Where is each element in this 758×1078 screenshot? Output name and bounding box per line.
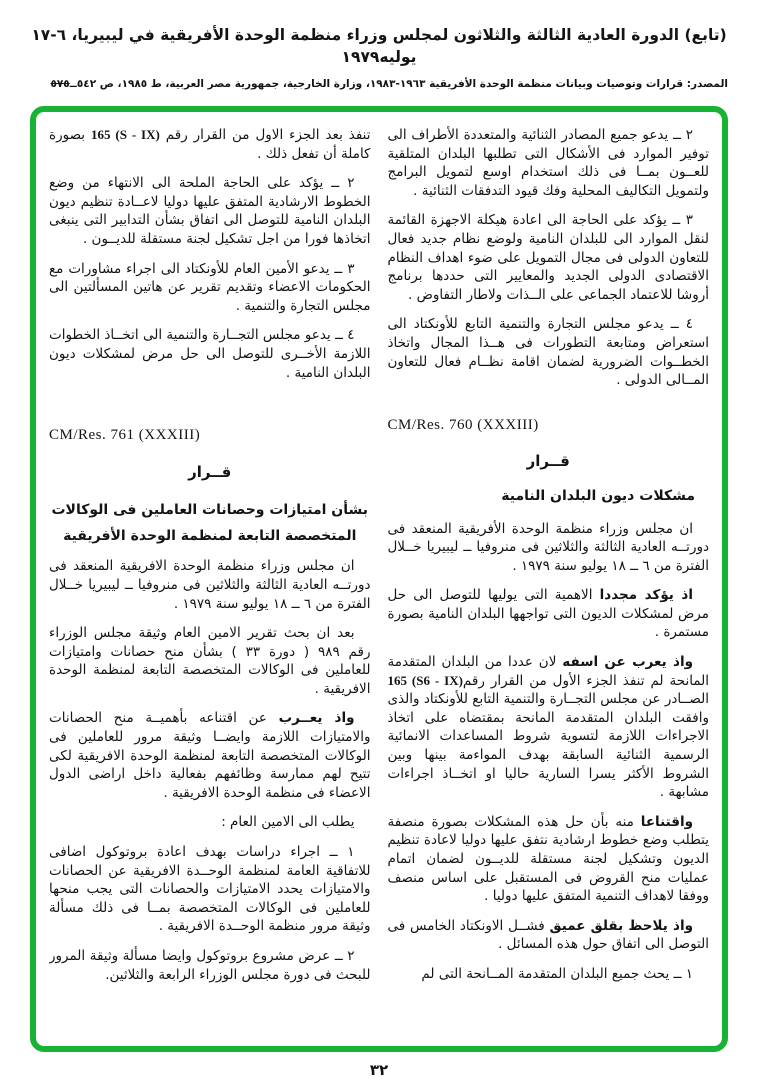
paragraph-text: فشــل الاونكتاد الخامس فى التوصل الى اتفاق حول هذه المسائل . bbox=[387, 917, 709, 953]
paragraph bbox=[388, 653, 710, 802]
paragraph-lead: اذ يؤكد مجددا bbox=[599, 587, 693, 604]
left-column bbox=[49, 126, 371, 1036]
resolution-title: مشكلات ديون البلدان النامية bbox=[501, 487, 695, 504]
resolution-title-line: بشأن امتيازات وحصانات العاملين فى الوكالات bbox=[51, 502, 369, 519]
paragraph bbox=[388, 126, 710, 200]
paragraph bbox=[49, 947, 371, 984]
paragraph-text: ٢ ــ عرض مشروع بروتوكول وايضا مسألة وثيقة المرور للبحث فى دورة مجلس الوزراء الرابعة والثلاثين. bbox=[49, 948, 371, 983]
paragraph bbox=[388, 965, 710, 984]
paragraph bbox=[49, 557, 371, 613]
page-number: ٣٢ bbox=[369, 1061, 389, 1078]
paragraph-text: ١ ــ يحث جميع البلدان المتقدمة المــانحة التى لم bbox=[421, 965, 693, 982]
paragraph-text: ٢ ــ يؤكد على الحاجة الملحة الى الانتهاء من وضع الخطوط الارشادية المتفق عليها دوليا لاعــادة تنظيم ديون البلدان النامية للتوصل الى اتفاق بشأن التدابير التى ينبغى اتخاذها فورا من اجل تشكيل لجنة مستقلة للديــون . bbox=[49, 175, 371, 247]
right-column bbox=[388, 126, 710, 1036]
paragraph-text: بعد ان بحث تقرير الامين العام وثيقة مجلس الوزراء رقم ٩٨٩ ( دورة ٣٣ ) بشأن منح حصانات وامتيازات للعاملين فى الوكالات المتخصصة التابعة لمنظمة الوحدة الافريقية . bbox=[49, 625, 371, 697]
paragraph bbox=[388, 520, 710, 576]
paragraph bbox=[49, 843, 371, 936]
source-text: المصدر: قرارات وتوصيات وبيانات منظمة الوحدة الأفريقية ١٩٦٣-١٩٨٣، وزارة الخارجية، جمهورية مصر العربية، ط ١٩٨٥، ص ٥٤٢ــ bbox=[69, 78, 728, 90]
resolution-number: CM/Res. 760 (XXXIII) bbox=[387, 416, 539, 433]
document-frame bbox=[30, 106, 728, 1052]
paragraph bbox=[388, 813, 710, 906]
paragraph-text: ٤ ــ يدعو مجلس التجــارة والتنمية الى اتخــاذ الخطوات اللازمة الأخــرى للتوصل الى حل مرض لمشكلات ديون البلدان النامية . bbox=[49, 327, 371, 381]
resolution-label: قــرار bbox=[188, 462, 232, 481]
paragraph-text: منه بأن حل هذه المشكلات بصورة منصفة يتطلب وضع خطوط ارشادية نتفق عليها دوليا لاعادة تنظيم الديون وتشكيل لجنة مستقلة للديــون لضمان اتمام عمليات منح القروض فى المستقبل على اساس منصف ووفقا لاهداف التنمية المتفق عليها دوليا . bbox=[387, 813, 709, 905]
paragraph-lead: واقتناعا bbox=[640, 813, 693, 830]
source-line bbox=[0, 76, 758, 92]
resolution-title bbox=[49, 497, 371, 549]
paragraph bbox=[388, 917, 710, 954]
paragraph-text: ٣ ــ يؤكد على الحاجة الى اعادة هيكلة الاجهزة القائمة لنقل الموارد الى للبلدان النامية ولوضع نظام جديد فعال للتعاون الدولى فى مجال التمويل على ضوء اهداف النظام الاقتصادى الدولى الجديد والمعايير التى حددها برنامج أروشا للاعتماد الجماعى على الــذات ولاطار التفاوض . bbox=[387, 212, 709, 303]
paragraph-lead: واذ يلاحظ بقلق عميق bbox=[549, 917, 693, 934]
paragraph bbox=[388, 315, 710, 389]
paragraph-text: ٢ ــ يدعو جميع المصادر الثنائية والمتعددة الأطراف الى توفير الموارد فى الأشكال التى تطلبها البلدان المتلقية للعــون بمــا فى ذلك استخدام اوسع لتمويل البرامج ولتمويل التكاليف المحلية وفك قيود التدفقات الثنائية . bbox=[387, 127, 709, 199]
paragraph-text: بصورة كاملة أن تفعل ذلك . bbox=[49, 127, 371, 162]
paragraph-text: الاهمية التى يوليها للتوصل الى حل مرض لمشكلات الديون التى تواجهها البلدان النامية بصورة مستمرة . bbox=[387, 587, 709, 641]
paragraph-text: ٤ ــ يدعو مجلس التجارة والتنمية التابع للأونكتاد الى استعراض ومتابعة التطورات فى هــذا المجال واتخاذ الخطــوات الضرورية لضمان اقامة نظــام فعال للتعاون المــالى الدولى . bbox=[387, 316, 709, 389]
resolution-label: قــرار bbox=[526, 452, 570, 471]
paragraph-text: ان مجلس وزراء منظمة الوحدة الأفريقية المنعقد فى دورتــه العادية الثالثة والثلاثين فى منروفيا ــ ليبيريا خــلال الفترة من ٦ ــ ١٨ يوليو سنة ١٩٧٩ . bbox=[387, 520, 709, 574]
page-title: (تابع) الدورة العادية الثالثة والثلاثون لمجلس وزراء منظمة الوحدة الأفريقية في ليبيريا، ٦-١٧ يوليه١٩٧٩ bbox=[31, 26, 727, 66]
paragraph bbox=[49, 326, 371, 382]
paragraph-lead: واذ يعرب عن اسفه bbox=[562, 654, 693, 671]
resolution-code: 165 (S - IX) bbox=[90, 127, 160, 142]
paragraph bbox=[49, 126, 371, 163]
resolution-title-line: المتخصصة التابعة لمنظمة الوحدة الأفريقية bbox=[63, 528, 357, 545]
paragraph-text: ان مجلس وزراء منظمة الوحدة الافريقية المنعقد فى دورتــه العادية الثالثة والثلاثين فى منروفيا ــ ليبيريا خــلال الفترة من ٦ ــ ١٨ يوليو سنة ١٩٧٩ . bbox=[49, 558, 371, 612]
paragraph-text: ٣ ــ يدعو الأمين العام للأونكتاد الى اجراء مشاورات مع الحكومات الاعضاء وتقديم تقرير عن هاتين المسألتين الى مجلس التجارة والتنمية . bbox=[49, 260, 371, 314]
paragraph-text: عن اقتناعه بأهميــة منح الحصانات والامتيازات اللازمة وايضــا وثيقة مرور للعاملين فى الوكالات المتخصصة التابعة لمنظمة الوحدة الافريقية لكى تتيح لهم ممارسة وظائفهم بفعالية داخل اراضى الدول الاعضاء فى منظمة الوحدة الافريقية . bbox=[49, 710, 371, 801]
paragraph bbox=[49, 624, 371, 698]
paragraph-text: لان عددا من البلدان المتقدمة المانحة لم تنفذ الجزء الأول من القرار رقم bbox=[387, 654, 709, 689]
paragraph bbox=[49, 709, 371, 802]
paragraph-text: الصــادر عن مجلس التجــارة والتنمية التابع للأونكتاد والذى وافقت البلدان المتقدمة المانحة بمقتضاه على اتخاذ الاجراءات اللازمة لتسوية شروط المساعدات الانمائية الرسمية الثنائية السابقة بهدف المواءمة بينها وبين الشروط الأكثر يسرا السارية حاليا او اتخــاذ اجراءات مشابهة . bbox=[387, 691, 709, 801]
paragraph bbox=[388, 586, 710, 642]
paragraph-text: تنفذ بعد الجزء الاول من القرار رقم bbox=[159, 127, 371, 143]
source-struck-text: ٥٧٥ bbox=[50, 78, 70, 90]
paragraph bbox=[388, 211, 710, 304]
paragraph-text: يطلب الى الامين العام : bbox=[221, 814, 355, 831]
paragraph bbox=[49, 174, 371, 248]
paragraph-text: ١ ــ اجراء دراسات بهدف اعادة بروتوكول اضافى للاتفاقية العامة لمنظمة الوحــدة الافريقية عن الحصانات والامتيازات يحدد الامتيازات والحصانات التى يجب منحها للعاملين فى الوكالات المتخصصة بمــا فى ذلك مسألة وثيقة مرور منظمة الوحــدة الافريقية . bbox=[49, 844, 371, 935]
paragraph-lead: واذ يعــرب bbox=[278, 710, 355, 727]
paragraph bbox=[49, 260, 371, 316]
resolution-code: 165 (S6 - IX) bbox=[387, 672, 463, 688]
resolution-number: CM/Res. 761 (XXXIII) bbox=[49, 427, 201, 444]
paragraph bbox=[49, 813, 371, 832]
